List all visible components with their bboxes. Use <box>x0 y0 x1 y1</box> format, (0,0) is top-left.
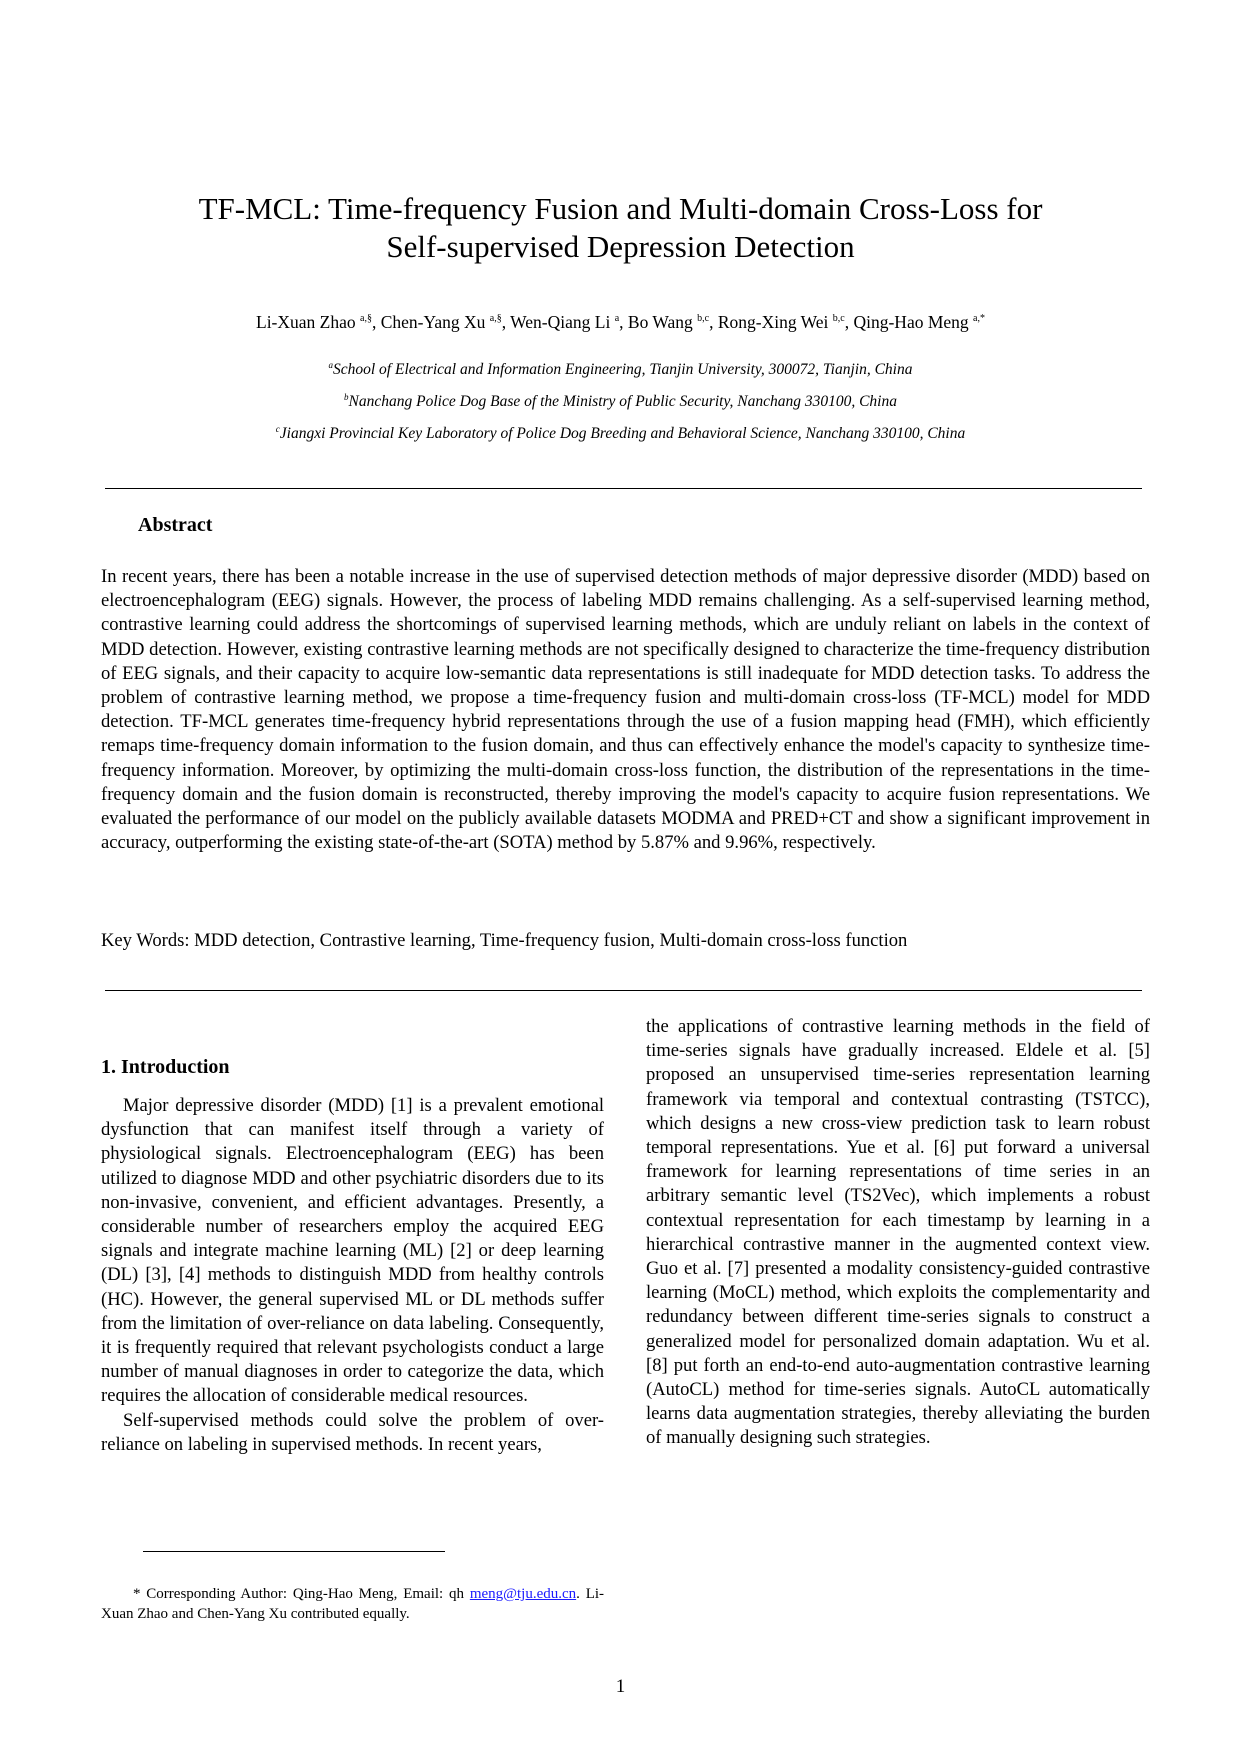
email-link[interactable]: meng@tju.edu.cn <box>469 1586 577 1602</box>
title-line-1: TF-MCL: Time-frequency Fusion and Multi-domain Cross-Loss for <box>198 191 1043 226</box>
affiliation-a <box>0 360 1241 379</box>
page-number: 1 <box>615 1676 626 1697</box>
author <box>256 312 372 332</box>
top-divider <box>105 488 1142 489</box>
author <box>381 312 502 332</box>
affiliation-text: Nanchang Police Dog Base of the Ministry of Public Security, Nanchang 330100, China <box>348 393 897 411</box>
author <box>718 312 845 332</box>
author-name: Rong-Xing Wei <box>717 312 829 332</box>
footnote <box>101 1584 604 1624</box>
footnote-text: * Corresponding Author: Qing-Hao Meng, Email: qh <box>133 1586 465 1602</box>
left-column <box>101 1094 604 1457</box>
author-list: Li-Xuan Zhao $^{a,\S}$, Chen-Yang Xu $^{a,\S}$, Wen-Qiang Li $^a$, Bo Wang $^{b,c}$, Rong-Xing Wei $^{b,c}$, Qing-Hao Meng $^{a,*}$ <box>256 312 985 332</box>
right-column <box>646 1015 1150 1451</box>
paper-title <box>0 190 1241 266</box>
intro-paragraph-1: Major depressive disorder (MDD) [1] is a prevalent emotional dysfunction that can manifest itself through a variety of physiological signals. Electroencephalogram (EEG) has been utilized to diagnose MDD and other psychiatric disorders due to its non-invasive, convenient, and efficient advantages. Presently, a considerable number of researchers employ the acquired EEG signals and integrate machine learning (ML) [2] or deep learning (DL) [3], [4] methods to distinguish MDD from healthy controls (HC). However, the general supervised ML or DL methods suffer from the limitation of over-reliance on data labeling. Consequently, it is frequently required that relevant psychologists conduct a large number of manual diagnoses in order to categorize the data, which requires the allocation of considerable medical resources. <box>101 1095 604 1407</box>
author-name: Chen-Yang Xu <box>380 312 486 332</box>
title-line-2: Self-supervised Depression Detection <box>386 229 855 264</box>
author <box>853 312 985 332</box>
affiliation-mark: a <box>328 360 333 370</box>
author-affiliation-mark: a <box>614 313 620 325</box>
intro-paragraph-2: Self-supervised methods could solve the problem of over-reliance on labeling in supervised methods. In recent years, <box>101 1409 604 1455</box>
intro-paragraph-3: the applications of contrastive learning methods in the field of time-series signals have gradually increased. Eldele et al. [5] proposed an unsupervised time-series representation learning framework via temporal and contextual contrasting (TSTCC), which designs a new cross-view prediction task to learn robust temporal representations. Yue et al. [6] put forward a universal framework for learning representations of time series in an arbitrary semantic level (TS2Vec), which implements a robust contextual representation for each timestamp by learning in a hierarchical contrastive manner in the augmented context view. Guo et al. [7] presented a modality consistency-guided contrastive learning (MoCL) method, which exploits the complementarity and redundancy between different time-series signals to construct a generalized model for personalized domain adaptation. Wu et al. [8] put forth an end-to-end auto-augmentation contrastive learning (AutoCL) method for time-series signals. AutoCL automatically learns data augmentation strategies, thereby alleviating the burden of manually designing such strategies. <box>646 1016 1150 1449</box>
affiliation-c <box>0 424 1241 443</box>
affiliation-mark: c <box>275 424 280 434</box>
affiliation-text: School of Electrical and Information Engineering, Tianjin University, 300072, Tianjin, China <box>332 361 913 379</box>
author-name: Qing-Hao Meng <box>853 312 969 332</box>
author <box>628 312 709 332</box>
author-name: Li-Xuan Zhao <box>256 312 356 332</box>
footnote-text-suffix: . Li-Xuan Zhao and Chen-Yang Xu contributed equally. <box>101 1586 605 1622</box>
author-affiliation-mark: b,c <box>697 313 710 325</box>
keywords: Key Words: MDD detection, Contrastive learning, Time-frequency fusion, Multi-domain cross-loss function <box>101 930 908 951</box>
affiliation-text: Jiangxi Provincial Key Laboratory of Police Dog Breeding and Behavioral Science, Nanchang 330100, China <box>279 425 966 443</box>
author-name: Bo Wang <box>627 312 693 332</box>
author-affiliation-mark: a,§ <box>489 313 502 325</box>
abstract-heading: Abstract <box>138 514 213 536</box>
author-affiliation-mark: a,§ <box>360 313 372 325</box>
bottom-divider <box>105 990 1142 991</box>
abstract-text: In recent years, there has been a notable increase in the use of supervised detection methods of major depressive disorder (MDD) based on electroencephalogram (EEG) signals. However, the process of labeling MDD remains challenging. As a self-supervised learning method, contrastive learning could address the shortcomings of supervised learning methods, which are unduly reliant on labels in the context of MDD detection. However, existing contrastive learning methods are not specifically designed to characterize the time-frequency distribution of EEG signals, and their capacity to acquire low-semantic data representations is still inadequate for MDD detection tasks. To address the problem of contrastive learning method, we propose a time-frequency fusion and multi-domain cross-loss (TF-MCL) model for MDD detection. TF-MCL generates time-frequency hybrid representations through the use of a fusion mapping head (FMH), which efficiently remaps time-frequency domain information to the fusion domain, and thus can effectively enhance the model's capacity to synthesize time-frequency information. Moreover, by optimizing the multi-domain cross-loss function, the distribution of the representations in the time-frequency domain and the fusion domain is reconstructed, thereby improving the model's capacity to acquire fusion representations. We evaluated the performance of our model on the publicly available datasets MODMA and PRED+CT and show a significant improvement in accuracy, outperforming the existing state-of-the-art (SOTA) method by 5.87% and 9.96%, respectively. <box>101 566 1150 854</box>
affiliation-mark: b <box>344 392 349 402</box>
author-name: Wen-Qiang Li <box>510 312 611 332</box>
intro-heading: 1. Introduction <box>101 1056 230 1078</box>
affiliation-b <box>0 392 1241 411</box>
author-affiliation-mark: b,c <box>832 313 845 325</box>
author <box>510 312 619 332</box>
footnote-divider <box>143 1551 445 1552</box>
author-affiliation-mark: a,* <box>973 313 985 325</box>
